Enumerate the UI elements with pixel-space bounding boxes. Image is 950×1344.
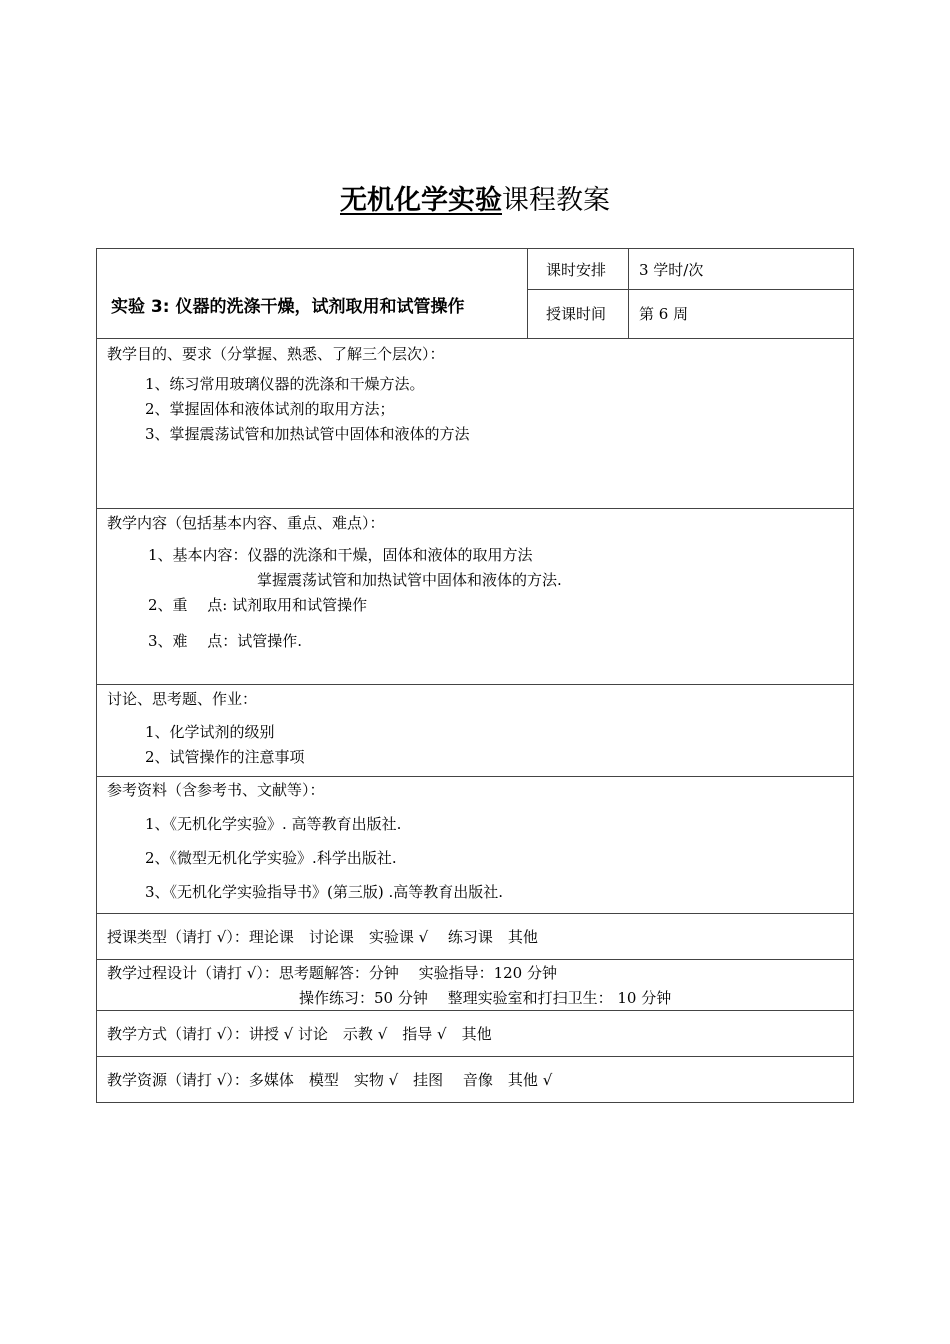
objective-item: 1、练习常用玻璃仪器的洗涤和干燥方法。 xyxy=(145,375,425,393)
divider xyxy=(97,508,853,509)
reference-item: 3、《无机化学实验指导书》(第三版) .高等教育出版社. xyxy=(145,883,504,901)
reference-item: 2、《微型无机化学实验》.科学出版社. xyxy=(145,849,397,867)
content-key-points: 2、重 点: 试剂取用和试管操作 xyxy=(148,596,368,614)
divider xyxy=(97,684,853,685)
content-heading: 教学内容（包括基本内容、重点、难点）： xyxy=(107,514,385,532)
divider xyxy=(527,249,528,338)
objective-item: 3、掌握震荡试管和加热试管中固体和液体的方法 xyxy=(145,425,470,443)
divider xyxy=(97,1056,853,1057)
content-basic-cont: 掌握震荡试管和加热试管中固体和液体的方法. xyxy=(257,571,562,589)
teaching-method: 教学方式（请打 √）：讲授 √ 讨论 示教 √ 指导 √ 其他 xyxy=(107,1025,492,1043)
hours-value: 3 学时/次 xyxy=(639,261,704,279)
divider xyxy=(97,1010,853,1011)
page-title xyxy=(0,181,950,221)
divider xyxy=(628,249,629,338)
time-value: 第 6 周 xyxy=(639,305,689,323)
divider xyxy=(97,338,853,339)
content-difficult-points: 3、难 点：试管操作. xyxy=(148,632,303,650)
process-line-2: 操作练习：50 分钟 整理实验室和打扫卫生： 10 分钟 xyxy=(299,989,672,1007)
time-label: 授课时间 xyxy=(546,305,607,323)
divider xyxy=(97,959,853,960)
teaching-resources: 教学资源（请打 √）：多媒体 模型 实物 √ 挂图 音像 其他 √ xyxy=(107,1071,553,1089)
content-basic: 1、基本内容：仪器的洗涤和干燥，固体和液体的取用方法 xyxy=(148,546,533,564)
title-suffix: 课程教案 xyxy=(502,185,610,216)
title-course-name: 无机化学实验 xyxy=(340,185,502,216)
divider xyxy=(97,913,853,914)
divider xyxy=(97,776,853,777)
course-type: 授课类型（请打 √）：理论课 讨论课 实验课 √ 练习课 其他 xyxy=(107,928,538,946)
objectives-heading: 教学目的、要求（分掌握、熟悉、了解三个层次）： xyxy=(107,345,445,363)
experiment-title: 实验 3: 仪器的洗涤干燥，试剂取用和试管操作 xyxy=(111,297,465,317)
divider xyxy=(527,289,853,290)
references-heading: 参考资料（含参考书、文献等）： xyxy=(107,781,325,799)
reference-item: 1、《无机化学实验》. 高等教育出版社. xyxy=(145,815,402,833)
objective-item: 2、掌握固体和液体试剂的取用方法； xyxy=(145,400,395,418)
discussion-item: 1、化学试剂的级别 xyxy=(145,723,275,741)
lesson-plan-table xyxy=(96,248,854,1103)
discussion-heading: 讨论、思考题、作业： xyxy=(107,690,258,708)
hours-label: 课时安排 xyxy=(546,261,607,279)
discussion-item: 2、试管操作的注意事项 xyxy=(145,748,305,766)
process-line-1: 教学过程设计（请打 √）：思考题解答：分钟 实验指导：120 分钟 xyxy=(107,964,557,982)
